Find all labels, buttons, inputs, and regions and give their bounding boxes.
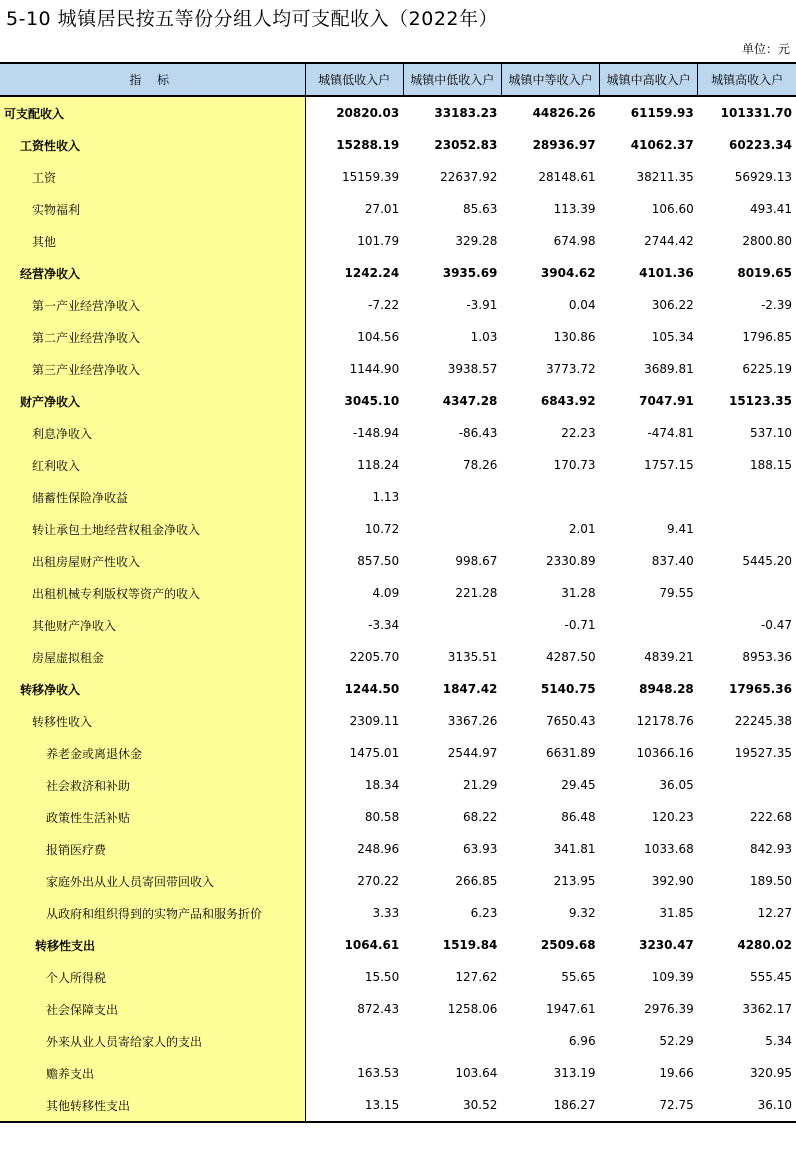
row-value: 1519.84	[442, 938, 498, 952]
row-label: 房屋虚拟租金	[0, 641, 305, 673]
row-value: 85.63	[463, 202, 498, 216]
row-value: 3045.10	[344, 394, 400, 408]
row-value: 6225.19	[742, 362, 792, 376]
row-value: 104.56	[357, 330, 400, 344]
row-value: 15159.39	[341, 170, 400, 184]
row-value: 33183.23	[434, 106, 498, 120]
row-value: 1757.15	[644, 458, 694, 472]
row-value: 8019.65	[737, 266, 792, 280]
row-value: 31.28	[561, 586, 596, 600]
row-value: 1144.90	[349, 362, 400, 376]
table-row	[0, 961, 796, 993]
row-value: 266.85	[455, 874, 498, 888]
row-label: 可支配收入	[0, 96, 305, 129]
table-row	[0, 993, 796, 1025]
row-label: 第一产业经营净收入	[0, 289, 305, 321]
table-row	[0, 225, 796, 257]
row-value: 8948.28	[639, 682, 694, 696]
row-value: 1242.24	[344, 266, 400, 280]
row-value: -148.94	[352, 426, 400, 440]
table-row	[0, 513, 796, 545]
row-value: 1258.06	[447, 1002, 498, 1016]
row-value: 5445.20	[742, 554, 792, 568]
row-value: 28936.97	[532, 138, 596, 152]
table-row	[0, 865, 796, 897]
row-value: 27.01	[364, 202, 400, 216]
row-value: 78.26	[463, 458, 498, 472]
row-value	[698, 769, 796, 801]
row-label: 家庭外出从业人员寄回带回收入	[0, 865, 305, 897]
table-row	[0, 673, 796, 705]
row-value: 6843.92	[540, 394, 596, 408]
row-value: 12178.76	[636, 714, 694, 728]
row-value: 20820.03	[336, 106, 400, 120]
row-value: 392.90	[651, 874, 694, 888]
row-value: 4280.02	[737, 938, 792, 952]
row-value	[403, 481, 501, 513]
table-row	[0, 833, 796, 865]
row-value: 1064.61	[344, 938, 400, 952]
row-value	[698, 481, 796, 513]
row-label: 报销医疗费	[0, 833, 305, 865]
row-value: 3362.17	[742, 1002, 792, 1016]
row-value	[600, 481, 698, 513]
row-value: 537.10	[750, 426, 792, 440]
row-label: 转让承包土地经营权租金净收入	[0, 513, 305, 545]
table-row	[0, 161, 796, 193]
row-value: 186.27	[501, 1089, 599, 1122]
header-lower-middle-income: 城镇中低收入户	[403, 63, 501, 96]
row-value: 1847.42	[442, 682, 498, 696]
row-value: 109.39	[651, 970, 694, 984]
row-value: 61159.93	[630, 106, 694, 120]
row-value: -474.81	[647, 426, 694, 440]
row-value: 22637.92	[440, 170, 498, 184]
row-label: 工资性收入	[0, 129, 305, 161]
row-value: 1.13	[372, 490, 400, 504]
row-value: 857.50	[357, 554, 400, 568]
row-value: 3773.72	[545, 362, 596, 376]
row-value: 1244.50	[344, 682, 400, 696]
row-value: 63.93	[463, 842, 498, 856]
table-row	[0, 129, 796, 161]
row-label: 其他财产净收入	[0, 609, 305, 641]
row-value: 22245.38	[734, 714, 792, 728]
row-value: 2976.39	[644, 1002, 694, 1016]
header-upper-middle-income: 城镇中高收入户	[600, 63, 698, 96]
table-row	[0, 737, 796, 769]
table-row	[0, 609, 796, 641]
row-value: 3230.47	[639, 938, 694, 952]
row-value: 3935.69	[442, 266, 498, 280]
table-row	[0, 929, 796, 961]
row-value: 79.55	[659, 586, 694, 600]
row-value: 15.50	[364, 970, 400, 984]
row-value: 13.15	[305, 1089, 403, 1122]
row-value: 170.73	[553, 458, 596, 472]
row-value: 68.22	[463, 810, 498, 824]
table-row	[0, 897, 796, 929]
row-value: 55.65	[561, 970, 596, 984]
table-row	[0, 289, 796, 321]
row-label: 转移性收入	[0, 705, 305, 737]
income-table	[0, 62, 796, 1123]
row-value: 6631.89	[545, 746, 596, 760]
row-value	[501, 481, 599, 513]
row-value: 2309.11	[349, 714, 400, 728]
table-row	[0, 385, 796, 417]
row-label: 外来从业人员寄给家人的支出	[0, 1025, 305, 1057]
row-value: 2205.70	[349, 650, 400, 664]
row-value: 872.43	[357, 1002, 400, 1016]
row-value: 6.96	[568, 1034, 596, 1048]
row-label: 实物福利	[0, 193, 305, 225]
row-label: 利息净收入	[0, 417, 305, 449]
row-value: 9.32	[568, 906, 596, 920]
row-value: 44826.26	[532, 106, 596, 120]
row-label: 出租房屋财产性收入	[0, 545, 305, 577]
row-value	[698, 513, 796, 545]
row-value	[403, 513, 501, 545]
row-value: 19.66	[659, 1066, 694, 1080]
row-value: 21.29	[463, 778, 498, 792]
row-value: 15288.19	[336, 138, 400, 152]
row-value: 3938.57	[447, 362, 498, 376]
row-value: 36.05	[659, 778, 694, 792]
row-value: 1033.68	[644, 842, 694, 856]
row-label: 第二产业经营净收入	[0, 321, 305, 353]
row-value: 52.29	[659, 1034, 694, 1048]
row-label: 赡养支出	[0, 1057, 305, 1089]
row-value: 1796.85	[742, 330, 792, 344]
row-label: 其他	[0, 225, 305, 257]
row-value	[403, 609, 501, 641]
row-value: 8953.36	[742, 650, 792, 664]
row-value: -0.71	[564, 618, 596, 632]
row-value: 120.23	[651, 810, 694, 824]
table-row	[0, 769, 796, 801]
unit-label: 单位：元	[741, 42, 790, 56]
row-value: 28148.61	[538, 170, 596, 184]
row-value: 5.34	[765, 1034, 792, 1048]
row-value: 221.28	[455, 586, 498, 600]
table-row	[0, 801, 796, 833]
row-value: 10366.16	[636, 746, 694, 760]
row-value: 2330.89	[545, 554, 596, 568]
row-value: 222.68	[750, 810, 792, 824]
row-value: 188.15	[750, 458, 792, 472]
header-high-income: 城镇高收入户	[698, 63, 796, 96]
row-value: 29.45	[561, 778, 596, 792]
row-label: 出租机械专利版权等资产的收入	[0, 577, 305, 609]
row-value: 5140.75	[540, 682, 596, 696]
row-value: -0.47	[760, 618, 792, 632]
row-label: 政策性生活补贴	[0, 801, 305, 833]
table-row	[0, 193, 796, 225]
row-value: 30.52	[403, 1089, 501, 1122]
row-value: 23052.83	[434, 138, 498, 152]
table-row	[0, 417, 796, 449]
row-value: 31.85	[659, 906, 694, 920]
row-value: -86.43	[458, 426, 498, 440]
row-label: 红利收入	[0, 449, 305, 481]
row-value: 118.24	[357, 458, 400, 472]
table-row	[0, 1057, 796, 1089]
row-value: 341.81	[553, 842, 596, 856]
row-value: 313.19	[553, 1066, 596, 1080]
row-value	[698, 577, 796, 609]
row-value: 842.93	[750, 842, 792, 856]
row-label: 工资	[0, 161, 305, 193]
row-value	[403, 1025, 501, 1057]
row-label: 储蓄性保险净收益	[0, 481, 305, 513]
row-value: 130.86	[553, 330, 596, 344]
row-value: 3.33	[372, 906, 400, 920]
row-label: 其他转移性支出	[0, 1089, 305, 1122]
row-value: 4101.36	[639, 266, 694, 280]
row-value: 127.62	[455, 970, 498, 984]
row-value: 3135.51	[447, 650, 498, 664]
row-value	[305, 1025, 403, 1057]
row-value: 674.98	[553, 234, 596, 248]
table-row	[0, 321, 796, 353]
row-value	[600, 609, 698, 641]
row-value: 56929.13	[734, 170, 792, 184]
table-row	[0, 353, 796, 385]
row-value: 4839.21	[644, 650, 694, 664]
row-value: 2800.80	[742, 234, 792, 248]
table-row	[0, 641, 796, 673]
row-value: 3904.62	[540, 266, 596, 280]
row-label: 社会保障支出	[0, 993, 305, 1025]
row-value: 17965.36	[728, 682, 792, 696]
row-value: 213.95	[553, 874, 596, 888]
row-value: 0.04	[568, 298, 596, 312]
row-value: 2744.42	[644, 234, 694, 248]
table-row	[0, 449, 796, 481]
table-row	[0, 257, 796, 289]
table-row	[0, 545, 796, 577]
row-value: -3.34	[368, 618, 400, 632]
row-value: 113.39	[553, 202, 596, 216]
row-value: 38211.35	[636, 170, 694, 184]
row-value: 4.09	[372, 586, 400, 600]
row-value: 101331.70	[720, 106, 792, 120]
row-value: -3.91	[466, 298, 498, 312]
row-value: 41062.37	[630, 138, 694, 152]
row-value: 101.79	[357, 234, 400, 248]
row-value: 2544.97	[447, 746, 498, 760]
row-label: 个人所得税	[0, 961, 305, 993]
row-value: 19527.35	[734, 746, 792, 760]
row-value: 7047.91	[639, 394, 694, 408]
row-value: 6.23	[470, 906, 498, 920]
header-indicator: 指 标	[0, 63, 305, 96]
row-value: 103.64	[455, 1066, 498, 1080]
row-value: 998.67	[455, 554, 498, 568]
row-value: 36.10	[698, 1089, 796, 1122]
row-value: 22.23	[561, 426, 596, 440]
row-value: 106.60	[651, 202, 694, 216]
row-value: 80.58	[364, 810, 400, 824]
header-row	[0, 63, 796, 96]
table-row	[0, 705, 796, 737]
table-row	[0, 481, 796, 513]
row-value: 163.53	[357, 1066, 400, 1080]
row-value: 9.41	[667, 522, 694, 536]
row-value: 3689.81	[644, 362, 694, 376]
row-value: 2509.68	[540, 938, 596, 952]
row-value: 4287.50	[545, 650, 596, 664]
row-value: 86.48	[561, 810, 596, 824]
row-value: 1.03	[470, 330, 498, 344]
row-value: 4347.28	[442, 394, 498, 408]
row-value: 105.34	[651, 330, 694, 344]
row-value: 72.75	[600, 1089, 698, 1122]
row-value: 10.72	[364, 522, 400, 536]
row-value: 493.41	[750, 202, 792, 216]
row-value: 189.50	[750, 874, 792, 888]
row-value: 320.95	[750, 1066, 792, 1080]
row-label: 第三产业经营净收入	[0, 353, 305, 385]
row-value: 15123.35	[728, 394, 792, 408]
row-value: -2.39	[760, 298, 792, 312]
table-row	[0, 577, 796, 609]
row-value: 555.45	[750, 970, 792, 984]
table-row	[0, 96, 796, 129]
row-value: -7.22	[368, 298, 400, 312]
table-row	[0, 1025, 796, 1057]
row-value: 270.22	[357, 874, 400, 888]
row-value: 248.96	[357, 842, 400, 856]
row-value: 1475.01	[349, 746, 400, 760]
row-value: 329.28	[455, 234, 498, 248]
row-label: 财产净收入	[0, 385, 305, 417]
row-value: 837.40	[651, 554, 694, 568]
row-value: 12.27	[757, 906, 792, 920]
row-label: 经营净收入	[0, 257, 305, 289]
row-value: 306.22	[651, 298, 694, 312]
row-label: 转移净收入	[0, 673, 305, 705]
row-label: 转移性支出	[0, 929, 305, 961]
row-label: 从政府和组织得到的实物产品和服务折价	[0, 897, 305, 929]
page-title: 5-10 城镇居民按五等份分组人均可支配收入（2022年）	[6, 8, 499, 30]
header-low-income: 城镇低收入户	[305, 63, 403, 96]
row-value: 1947.61	[545, 1002, 596, 1016]
row-value: 60223.34	[728, 138, 792, 152]
row-label: 养老金或离退休金	[0, 737, 305, 769]
row-value: 7650.43	[545, 714, 596, 728]
table-row	[0, 1089, 796, 1122]
row-value: 3367.26	[447, 714, 498, 728]
row-label: 社会救济和补助	[0, 769, 305, 801]
header-middle-income: 城镇中等收入户	[501, 63, 599, 96]
row-value: 2.01	[568, 522, 596, 536]
row-value: 18.34	[364, 778, 400, 792]
